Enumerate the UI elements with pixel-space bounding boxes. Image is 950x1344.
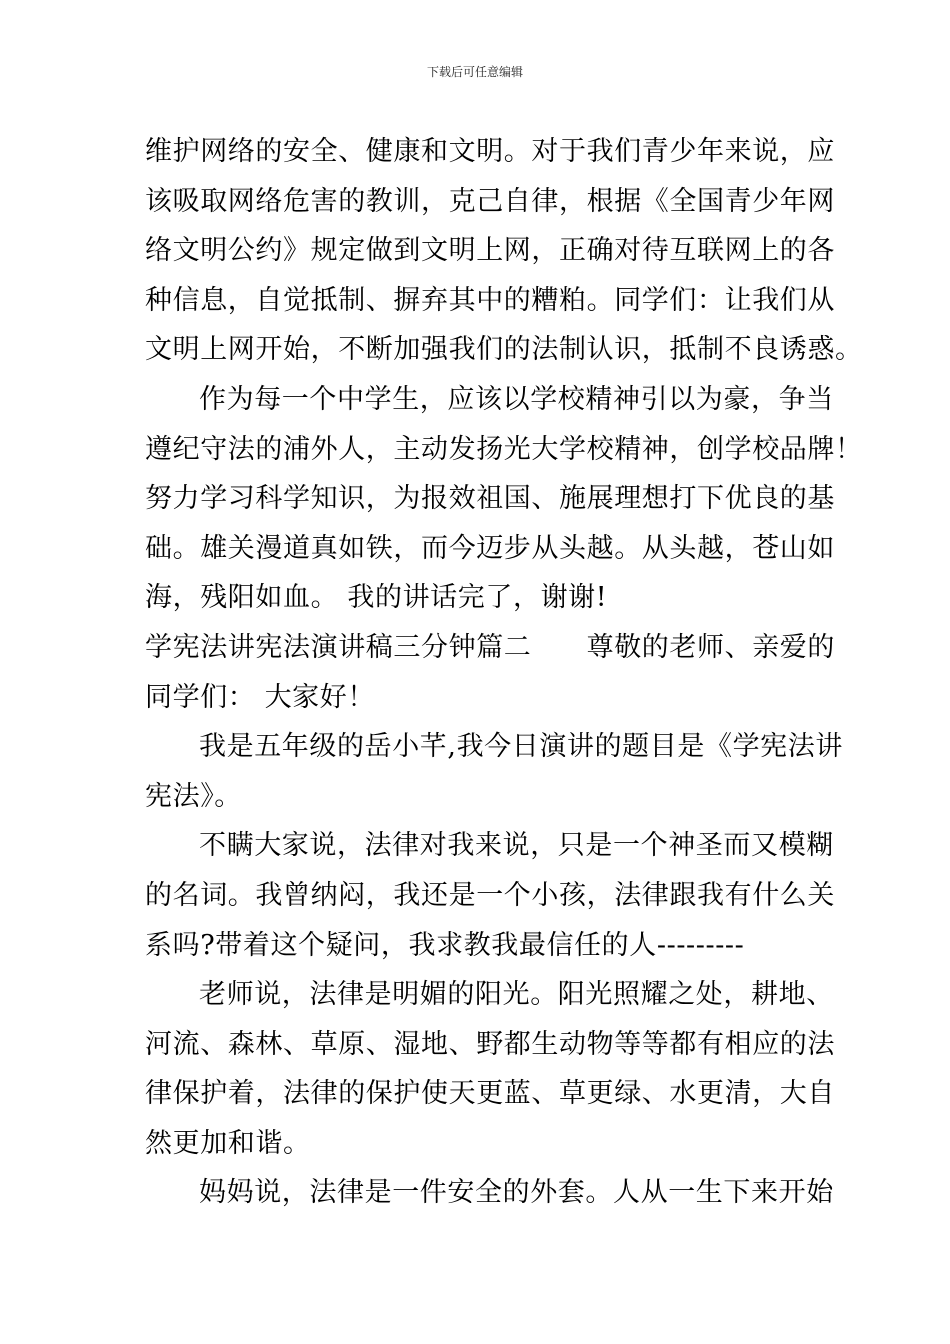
text-line: 维护网络的安全、健康和文明。对于我们青少年来说，应 — [145, 136, 835, 167]
text-line: 种信息，自觉抵制、摒弃其中的糟粕。同学们：让我们从 — [145, 284, 835, 316]
text-line: 河流、森林、草原、湿地、野都生动物等等都有相应的法 — [145, 1028, 835, 1060]
text-line: 我是五年级的岳小芊,我今日演讲的题目是《学宪法讲 — [199, 731, 843, 763]
text-line: 然更加和谐。 — [145, 1127, 311, 1159]
text-line: 础。雄关漫道真如铁，而今迈步从头越。从头越，苍山如 — [145, 532, 835, 564]
text-line: 络文明公约》规定做到文明上网，正确对待互联网上的各 — [145, 235, 835, 267]
text-line: 系吗?带着这个疑问，我求教我最信任的人--------- — [145, 929, 745, 961]
page-header: 下载后可任意编辑 — [426, 65, 523, 79]
text-line: 不瞒大家说，法律对我来说，只是一个神圣而又模糊 — [199, 830, 834, 862]
paragraph — [145, 821, 835, 970]
paragraph — [145, 970, 835, 1168]
text-line: 同学们： 大家好！ — [145, 681, 375, 713]
text-line: 学宪法讲宪法演讲稿三分钟篇二 尊敬的老师、亲爱的 — [145, 631, 835, 663]
text-line: 该吸取网络危害的教训，克己自律，根据《全国青少年网 — [145, 185, 835, 217]
section-heading-paragraph — [145, 623, 835, 722]
text-line: 努力学习科学知识，为报效祖国、施展理想打下优良的基 — [145, 483, 835, 515]
paragraph — [145, 1168, 834, 1218]
text-line: 作为每一个中学生，应该以学校精神引以为豪，争当 — [199, 383, 834, 415]
document-body — [145, 127, 863, 1218]
text-line: 的名词。我曾纳闷，我还是一个小孩，法律跟我有什么关 — [145, 879, 835, 911]
text-line: 宪法》。 — [145, 780, 242, 812]
text-line: 遵纪守法的浦外人，主动发扬光大学校精神，创学校品牌！ — [145, 433, 863, 465]
paragraph — [145, 127, 863, 375]
paragraph — [145, 722, 843, 821]
text-line: 海，残阳如血。 我的讲话完了，谢谢! — [145, 582, 608, 614]
text-line: 律保护着，法律的保护使天更蓝、草更绿、水更清，大自 — [145, 1078, 835, 1110]
paragraph — [145, 375, 863, 623]
text-line: 文明上网开始，不断加强我们的法制认识，抵制不良诱惑。 — [145, 334, 863, 366]
text-line: 老师说，法律是明媚的阳光。阳光照耀之处，耕地、 — [199, 979, 834, 1011]
text-line: 妈妈说，法律是一件安全的外套。人从一生下来开始 — [199, 1177, 834, 1209]
